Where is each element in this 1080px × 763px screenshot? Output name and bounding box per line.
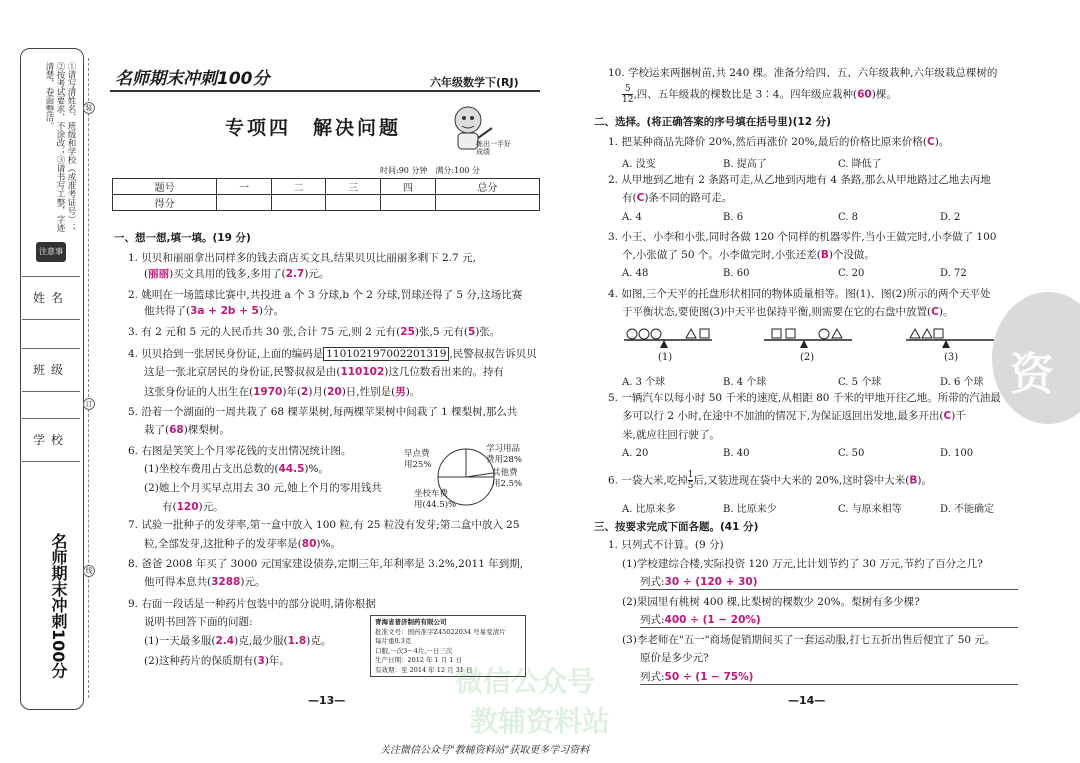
question-text xyxy=(608,135,949,149)
score-table xyxy=(112,178,540,211)
footer-note: 关注微信公众号"教辅资料站"获取更多学习资料 xyxy=(380,745,590,756)
option-text: B. 4 个球 xyxy=(723,377,767,388)
question-text: 有( xyxy=(622,192,637,204)
question-text: )元。 xyxy=(198,501,224,513)
question-text: )棵梨树。 xyxy=(183,424,230,436)
question-text: 列式: xyxy=(640,671,665,683)
answer-text: 44.5 xyxy=(278,463,305,475)
question-text: )%。 xyxy=(316,538,341,550)
table-cell: 二 xyxy=(271,179,326,195)
pie-label: 坐校车费 xyxy=(414,489,449,499)
balance-scale xyxy=(764,329,852,348)
question-text: (2)这种药片的保质期有( xyxy=(144,655,258,667)
question-text: (1)学校建综合楼,实际投资 120 万元,比计划节约了 30 万元,节约了百分之几? xyxy=(622,558,983,570)
option-text: A. 没变 xyxy=(622,159,656,170)
fraction-denominator: 12 xyxy=(622,95,634,105)
question-text: 3. 小王、小李和小张,同时各做 120 个同样的机器零件,当小王做完时,小李做了 100 xyxy=(608,231,997,243)
score-cell[interactable] xyxy=(217,195,272,211)
option-text: A. 48 xyxy=(622,268,649,279)
question-text: 这张身份证的人出生在( xyxy=(144,386,254,398)
question-text: 个,小张做了 50 个。小李做完时,小张还差( xyxy=(622,249,821,261)
answer-text: 400 ÷ (1 − 20%) xyxy=(664,614,761,626)
question-text: )。 xyxy=(938,306,954,318)
option-text: C. 50 xyxy=(838,448,865,459)
option-text: D. 72 xyxy=(940,268,967,279)
figure-label: (1) xyxy=(658,352,673,363)
question-text: )日,性别是( xyxy=(341,386,396,398)
question-text: 7. 试验一批种子的发芽率,第一盒中放入 100 粒,有 25 粒没有发芽;第二盒中放入 25 xyxy=(128,519,520,531)
question-text: (1)坐校车费用占支出总数的( xyxy=(144,463,279,475)
notice-line: 有效期：至 2014 年 12 月 31 日 xyxy=(375,665,473,674)
binding-mark: 装 xyxy=(83,102,95,114)
table-cell: 得分 xyxy=(113,195,217,211)
binding-mark: 订 xyxy=(83,398,95,410)
question-text: ,民警叔叔告诉贝贝 xyxy=(449,348,537,360)
balance-scale xyxy=(906,329,994,348)
question-text: 8. 爸爸 2008 年买了 3000 元国家建设债券,定期三年,年利率是 3.2%,2011 年到期, xyxy=(128,558,524,570)
sidebar-notes: ①请写清姓名、班级和学校（或准考证号）；②按考试要求，不涂改；③请书写工整，字迹清楚，卷面整洁。 xyxy=(44,62,76,232)
section-heading: 一、想一想,填一填。(19 分) xyxy=(114,232,251,244)
question-text: 3. 有 2 元和 5 元的人民币共 30 张,合计 75 元,则 2 元有( xyxy=(128,326,401,338)
question-text: ( xyxy=(144,268,149,280)
option-text: B. 比原来少 xyxy=(723,504,777,515)
question-text: )条不同的路可走。 xyxy=(644,192,733,204)
question-text xyxy=(144,423,230,437)
table-cell: 四 xyxy=(381,179,436,195)
question-text: )克,最少服( xyxy=(234,635,288,647)
question-text: 有( xyxy=(162,501,177,513)
answer-text: 1.8 xyxy=(287,635,307,647)
question-text xyxy=(162,500,224,514)
question-text: 5. 沿着一个湖面的一周共栽了 68 棵苹果树,每两棵苹果树中间栽了 1 棵梨树,那么共 xyxy=(128,406,518,418)
question-text: )元。 xyxy=(240,576,266,588)
pie-label: 用25% xyxy=(404,460,432,470)
question-text: )这几位数看出来的。持有 xyxy=(384,366,504,378)
question-text: 列式: xyxy=(640,576,665,588)
pie-label: 学习用品 xyxy=(486,444,521,454)
question-text xyxy=(128,325,500,339)
question-text: 说明书回答下面的问题: xyxy=(144,616,253,628)
question-text: )分。 xyxy=(258,305,284,317)
option-text: A. 比原来多 xyxy=(622,504,676,515)
question-text: 多可以行 2 小时,在途中不加油的情况下,为保证返回出发地,最多开出( xyxy=(622,410,944,422)
question-text xyxy=(128,347,537,361)
question-text: 粒,全部发芽,这批种子的发芽率是( xyxy=(144,538,302,550)
question-text: 于平衡状态,要使图(3)中天平也保持平衡,则需要在它的右盘中放置( xyxy=(622,306,932,318)
option-text: A. 4 xyxy=(622,212,642,223)
question-text: 10. 学校运来两捆树苗,共 240 棵。准备分给四、五、六年级栽种,六年级栽总棵树的 xyxy=(608,67,998,79)
page-number: —14— xyxy=(788,694,826,707)
fraction-numerator: 5 xyxy=(622,84,633,95)
answer-text: 3a + 2b + 5 xyxy=(190,305,259,317)
question-text: 后,又装进现在袋中大米的 20%,这时袋中大米( xyxy=(693,474,910,487)
question-text: (2)果园里有桃树 400 棵,比梨树的棵数少 20%。梨树有多少棵? xyxy=(622,596,920,608)
question-text xyxy=(144,575,265,589)
question-text: )。 xyxy=(934,136,950,148)
question-text: 5. 一辆汽车以每小时 50 千米的速度,从相距 80 千米的甲地开往乙地。所带的汽油最 xyxy=(608,392,1001,404)
question-text: )买文具用的钱多,多用了( xyxy=(169,268,286,280)
answer-text: 68 xyxy=(169,424,184,436)
answer-text: C xyxy=(926,136,935,148)
answer-text: C xyxy=(931,306,939,318)
medicine-notice xyxy=(370,615,526,677)
question-text xyxy=(144,654,290,668)
question-text: )千 xyxy=(951,410,966,422)
option-text: D. 不能确定 xyxy=(940,504,995,515)
question-text: )棵。 xyxy=(871,88,897,101)
question-text: )克。 xyxy=(306,635,332,647)
notice-line: 口服,一次3～4片,一日三次 xyxy=(375,646,453,655)
answer-line xyxy=(640,670,1018,685)
option-text: C. 5 个球 xyxy=(838,377,882,388)
page-number: —13— xyxy=(308,694,346,707)
answer-text: 3288 xyxy=(211,576,241,588)
answer-text: 25 xyxy=(400,326,415,338)
question-text: )张,5 元有( xyxy=(414,326,468,338)
balance-scale xyxy=(624,329,712,348)
score-cell[interactable] xyxy=(381,195,436,211)
answer-text: 60 xyxy=(857,88,872,101)
answer-text: 2.4 xyxy=(215,635,235,647)
question-text: 列式: xyxy=(640,614,665,626)
pie-label: 用2.5% xyxy=(492,479,523,489)
question-text: ,四、五年级栽的棵数比是 3∶4。四年级应栽种( xyxy=(633,88,858,101)
question-text: 4. 贝贝拾到一张居民身份证,上面的编码是 xyxy=(128,348,324,360)
table-row xyxy=(113,195,540,211)
pie-divider xyxy=(466,473,493,477)
answer-text: 80 xyxy=(301,538,317,550)
question-text: (1)一天最多服( xyxy=(144,635,216,647)
grade-label: 六年级数学下(RJ) xyxy=(430,76,519,89)
question-text: )元。 xyxy=(304,268,330,280)
question-text: 2. 从甲地到乙地有 2 条路可走,从乙地到丙地有 4 条路,那么从甲地路过乙地去丙地 xyxy=(608,174,991,186)
table-row xyxy=(113,179,540,195)
table-cell: 一 xyxy=(217,179,272,195)
question-text: )。 xyxy=(405,386,421,398)
score-cell[interactable] xyxy=(326,195,381,211)
table-cell: 三 xyxy=(326,179,381,195)
question-text: 他共得了( xyxy=(144,305,191,317)
answer-text: 丽丽 xyxy=(148,268,170,280)
question-text: )张。 xyxy=(475,326,501,338)
notice-line: 生产日期：2012 年 1 月 1 日 xyxy=(375,656,463,664)
id-number: 110102197002201319 xyxy=(323,347,449,361)
question-text xyxy=(144,537,341,551)
sidebar-logo: 名师期末冲刺100分 xyxy=(49,533,68,679)
name-field[interactable]: 姓名 xyxy=(22,276,80,320)
question-text xyxy=(622,409,966,423)
question-text: )。 xyxy=(917,474,933,487)
answer-text: B xyxy=(909,474,918,487)
question-text xyxy=(622,248,875,262)
pie-label: 早点费 xyxy=(404,449,430,459)
pie-label: 用(44.5)% xyxy=(414,500,457,510)
option-text: C. 降低了 xyxy=(838,159,882,170)
pie-label: 费用28% xyxy=(486,455,522,465)
question-text: 1. 只列式不计算。(9 分) xyxy=(608,539,724,551)
score-cell[interactable] xyxy=(435,195,539,211)
answer-line xyxy=(640,575,1018,590)
answer-text: B xyxy=(820,249,829,261)
sidebar-tag: 注意事项 xyxy=(36,242,66,262)
option-text: C. 20 xyxy=(838,268,865,279)
watermark-text: 微信公众号 xyxy=(455,665,596,698)
school-field[interactable]: 学校 xyxy=(22,418,80,462)
question-text: )个没做。 xyxy=(828,249,875,261)
question-text xyxy=(622,305,953,319)
question-text: )年( xyxy=(282,386,302,398)
question-text: )年。 xyxy=(264,655,290,667)
answer-text: 30 ÷ (120 + 30) xyxy=(664,576,758,588)
option-text: A. 3 个球 xyxy=(622,377,666,388)
question-text: 他可得本息共( xyxy=(144,576,212,588)
question-text xyxy=(144,267,329,281)
figure-label: (3) xyxy=(944,352,959,363)
answer-text: 110102 xyxy=(340,366,385,378)
question-text: 米,就应往回行驶了。 xyxy=(622,429,720,441)
question-text: (3)李老师在"五一"商场促销期间买了一套运动服,打七五折出售后便宜了 50 元。 xyxy=(622,634,996,646)
fraction-denominator: 5 xyxy=(687,481,694,491)
question-text: 2. 姚明在一场篮球比赛中,共投进 a 个 3 分球,b 个 2 分球,罚球还得了 5 分,这场比赛 xyxy=(128,289,523,301)
option-text: A. 20 xyxy=(622,448,649,459)
question-text: )%。 xyxy=(304,463,329,475)
score-cell[interactable] xyxy=(271,195,326,211)
question-text: )月( xyxy=(308,386,328,398)
time-score-label: 时间:90 分钟 满分:100 分 xyxy=(380,166,480,175)
option-text: B. 40 xyxy=(723,448,750,459)
answer-text: 男 xyxy=(395,386,406,398)
question-text: 9. 右面一段话是一种药片包装中的部分说明,请你根据 xyxy=(128,598,376,610)
question-text: 栽了( xyxy=(144,424,170,436)
binding-line xyxy=(88,58,90,698)
option-text: B. 提高了 xyxy=(723,159,767,170)
question-text xyxy=(144,462,329,476)
option-text: D. 100 xyxy=(940,448,974,459)
fraction xyxy=(622,84,633,105)
option-text: D. 6 个球 xyxy=(940,377,984,388)
watermark-text: 教辅资料站 xyxy=(470,705,611,738)
question-text xyxy=(144,634,331,648)
question-text xyxy=(622,191,732,205)
option-text: B. 60 xyxy=(723,268,750,279)
answer-text: 3 xyxy=(257,655,265,667)
question-text: (2)她上个月买早点用去 30 元,她上个月的零用钱共 xyxy=(144,482,382,494)
page-title: 专项四 解决问题 xyxy=(225,117,402,139)
pie-label: 其他费 xyxy=(492,468,518,478)
answer-text: 50 ÷ (1 − 75%) xyxy=(664,671,754,683)
question-text: 原价是多少元? xyxy=(640,652,709,664)
notice-line: 青海省普济制药有限公司 xyxy=(375,618,447,626)
option-text: D. 2 xyxy=(940,212,961,223)
option-text: C. 8 xyxy=(838,212,859,223)
answer-text: 20 xyxy=(327,386,342,398)
answer-text: C xyxy=(943,410,952,422)
answer-text: 1970 xyxy=(253,386,283,398)
section-heading: 三、按要求完成下面各题。(41 分) xyxy=(594,521,759,533)
answer-text: 2.7 xyxy=(285,268,305,280)
table-cell: 总分 xyxy=(435,179,539,195)
class-field[interactable]: 班级 xyxy=(22,348,80,392)
question-text xyxy=(144,304,284,318)
option-text: C. 与原来相等 xyxy=(838,504,902,515)
answer-text: 120 xyxy=(176,501,199,513)
table-cell: 题号 xyxy=(113,179,217,195)
answer-text: C xyxy=(636,192,645,204)
fraction-numerator: 1 xyxy=(687,470,694,480)
binding-mark: 线 xyxy=(83,565,95,577)
question-text: 1. 贝贝和丽丽拿出同样多的钱去商店买文具,结果贝贝比丽丽多剩下 2.7 元, xyxy=(128,252,476,264)
section-heading: 二、选择。(将正确答案的序号填在括号里)(12 分) xyxy=(594,116,831,128)
notice-line: 批准文号：国药准字Z45022034 号易变清片 xyxy=(375,627,506,636)
question-text xyxy=(622,84,897,105)
answer-text: 5 xyxy=(467,326,476,338)
mascot-caption: 练出一手好成绩 xyxy=(476,140,511,156)
seal-char: 资 xyxy=(1010,349,1054,400)
brand-logo: 名师期末冲刺100分 xyxy=(115,69,270,89)
figure-label: (2) xyxy=(800,352,815,363)
notice-line: 每片重0.3克 xyxy=(375,637,412,645)
option-text: B. 6 xyxy=(723,212,744,223)
question-text xyxy=(144,385,420,399)
question-text: 1. 把某种商品先降价 20%,然后再涨价 20%,最后的价格比原来价格( xyxy=(608,136,927,148)
question-text: 6. 右图是笑笑上个月零花钱的支出情况统计图。 xyxy=(128,445,352,457)
answer-text: 2 xyxy=(301,386,309,398)
question-text: 6. 一袋大米,吃掉 xyxy=(608,474,688,487)
question-text: 这是一张北京居民的身份证,民警叔叔是由( xyxy=(144,366,341,378)
question-text: 4. 如图,三个天平的托盘形状相同的物体质量相等。图(1)、图(2)所示的两个天平处 xyxy=(608,288,991,300)
answer-line xyxy=(640,613,1018,628)
question-text xyxy=(144,365,504,379)
question-text xyxy=(608,470,932,491)
